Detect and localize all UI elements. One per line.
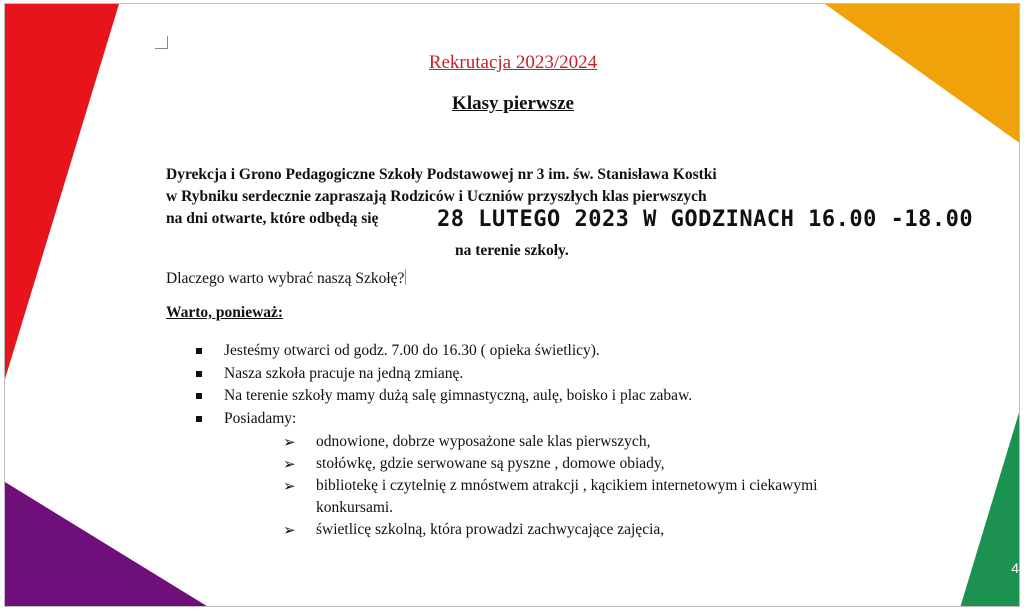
list-item xyxy=(283,519,843,541)
list-item xyxy=(190,408,692,431)
section-heading: Warto, ponieważ: xyxy=(166,304,284,321)
arrow-bullet-icon: ➢ xyxy=(283,455,296,473)
question-text xyxy=(166,269,406,288)
document-page xyxy=(5,4,1020,607)
list-item xyxy=(283,453,843,475)
page-title: Rekrutacja 2023/2024 xyxy=(428,52,598,73)
reasons-list xyxy=(190,340,692,430)
arrow-bullet-icon: ➢ xyxy=(283,477,296,495)
list-item xyxy=(190,340,692,363)
list-item xyxy=(283,475,843,519)
list-item xyxy=(190,363,692,386)
list-item-text: Posiadamy: xyxy=(224,409,297,427)
arrow-bullet-icon: ➢ xyxy=(283,433,296,451)
facilities-list xyxy=(283,431,843,541)
list-item-text: Na terenie szkoły mamy dużą salę gimnastyczną, aulę, boisko i plac zabaw. xyxy=(224,387,693,404)
list-item xyxy=(283,431,843,453)
square-bullet-icon xyxy=(196,371,202,377)
intro-line: na dni otwarte, które odbędą się xyxy=(166,210,379,227)
list-item-text: odnowione, dobrze wyposażone sale klas pierwszych, xyxy=(316,433,651,450)
square-bullet-icon xyxy=(196,348,202,354)
square-bullet-icon xyxy=(196,416,202,422)
text-cursor xyxy=(405,269,406,285)
open-day-date: 28 LUTEGO 2023 W GODZINACH 16.00 -18.00 xyxy=(437,207,974,232)
list-item-text: bibliotekę i czytelnię z mnóstwem atrakcji , kącikiem internetowym i ciekawymi konkursami. xyxy=(316,477,818,516)
list-item-text: Nasza szkoła pracuje na jedną zmianę. xyxy=(224,364,464,382)
document-frame xyxy=(4,3,1020,607)
page-number: 4 xyxy=(1011,560,1019,576)
question-label: Dlaczego warto wybrać naszą Szkołę? xyxy=(166,270,405,287)
arrow-bullet-icon: ➢ xyxy=(283,521,296,539)
list-item-text: Jesteśmy otwarci od godz. 7.00 do 16.30 ( opieka świetlicy). xyxy=(224,342,600,359)
location-text: na terenie szkoły. xyxy=(455,242,569,259)
page-subtitle: Klasy pierwsze xyxy=(452,93,574,114)
list-item xyxy=(190,385,692,408)
list-item-text: świetlicę szkolną, która prowadzi zachwycające zajęcia, xyxy=(316,521,665,538)
list-item-text: stołówkę, gdzie serwowane są pyszne , domowe obiady, xyxy=(316,455,665,472)
intro-line: w Rybniku serdecznie zapraszają Rodziców i Uczniów przyszłych klas pierwszych xyxy=(166,188,707,205)
square-bullet-icon xyxy=(196,393,202,399)
margin-corner-mark xyxy=(155,36,168,49)
intro-line: Dyrekcja i Grono Pedagogiczne Szkoły Podstawowej nr 3 im. św. Stanisława Kostki xyxy=(166,166,717,183)
